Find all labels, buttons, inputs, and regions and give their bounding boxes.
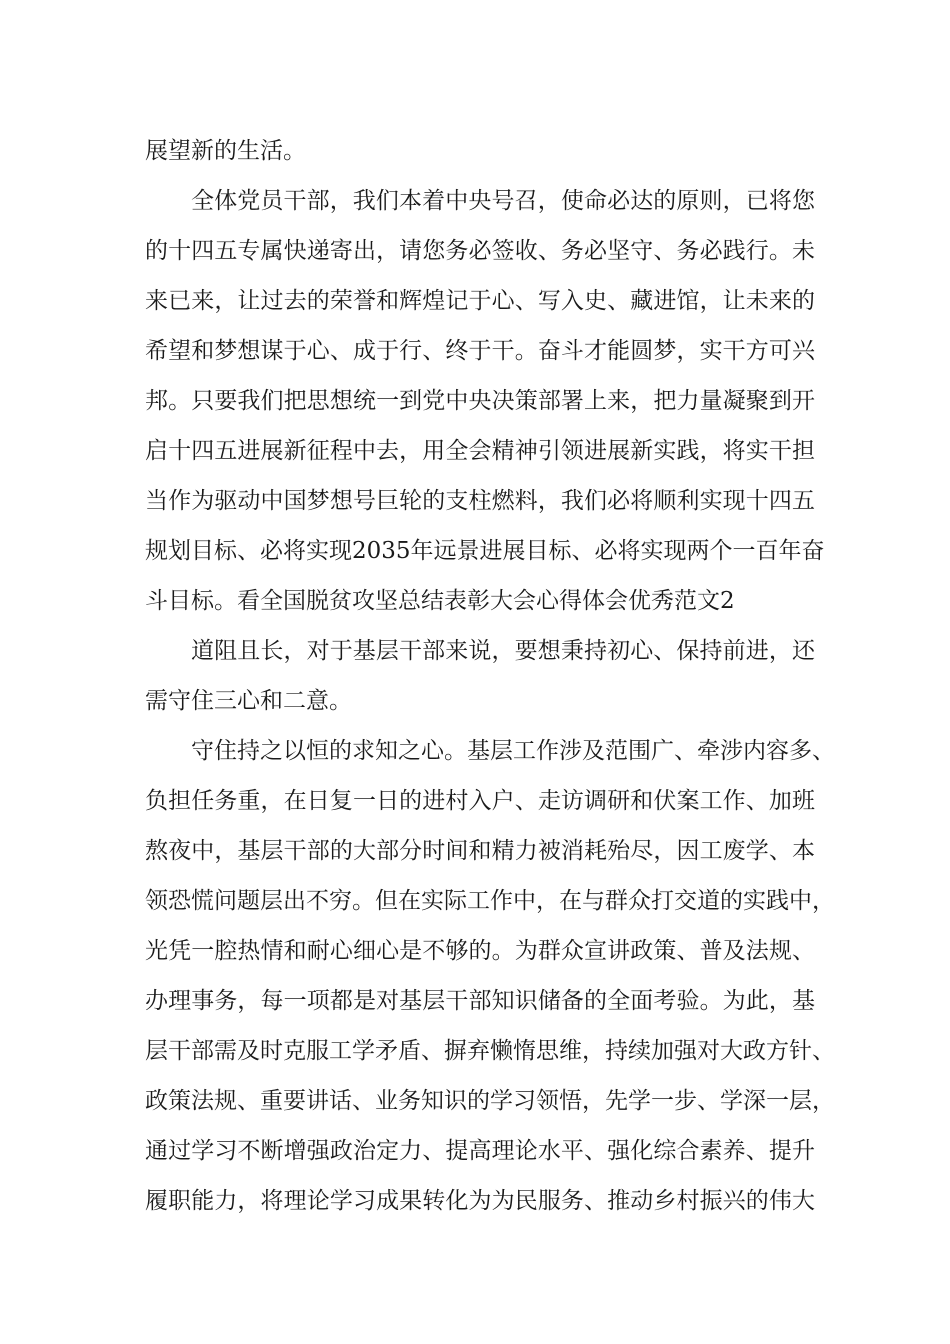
text-line: 办理事务，每一项都是对基层干部知识储备的全面考验。为此，基 — [145, 988, 815, 1014]
text-line: 通过学习不断增强政治定力、提高理论水平、强化综合素养、提升 — [145, 1138, 815, 1164]
text-line: 政策法规、重要讲话、业务知识的学习领悟，先学一步、学深一层， — [145, 1088, 835, 1114]
text-line: 全体党员干部，我们本着中央号召，使命必达的原则，已将您 — [191, 188, 815, 214]
text-line: 来已来，让过去的荣誉和辉煌记于心、写入史、藏进馆，让未来的 — [145, 288, 815, 314]
text-line: 邦。只要我们把思想统一到党中央决策部署上来，把力量凝聚到开 — [145, 388, 815, 414]
text-line: 光凭一腔热情和耐心细心是不够的。为群众宣讲政策、普及法规、 — [145, 938, 815, 964]
text-line: 的十四五专属快递寄出，请您务必签收、务必坚守、务必践行。未 — [145, 238, 815, 264]
text-line: 希望和梦想谋于心、成于行、终于干。奋斗才能圆梦，实干方可兴 — [145, 338, 815, 364]
text-line: 守住持之以恒的求知之心。基层工作涉及范围广、牵涉内容多、 — [191, 738, 835, 764]
text-line: 负担任务重，在日复一日的进村入户、走访调研和伏案工作、加班 — [145, 788, 815, 814]
text-line: 熬夜中，基层干部的大部分时间和精力被消耗殆尽，因工废学、本 — [145, 838, 815, 864]
text-line: 斗目标。看全国脱贫攻坚总结表彰大会心得体会优秀范文2 — [145, 588, 735, 614]
text-line: 当作为驱动中国梦想号巨轮的支柱燃料，我们必将顺利实现十四五 — [145, 488, 815, 514]
text-line: 需守住三心和二意。 — [145, 688, 352, 714]
text-line: 道阻且长，对于基层干部来说，要想秉持初心、保持前进，还 — [191, 638, 815, 664]
text-line: 展望新的生活。 — [145, 138, 306, 164]
text-line: 履职能力，将理论学习成果转化为为民服务、推动乡村振兴的伟大 — [145, 1188, 815, 1214]
text-line: 层干部需及时克服工学矛盾、摒弃懒惰思维，持续加强对大政方针、 — [145, 1038, 835, 1064]
text-line: 领恐慌问题层出不穷。但在实际工作中，在与群众打交道的实践中， — [145, 888, 835, 914]
text-line: 启十四五进展新征程中去，用全会精神引领进展新实践，将实干担 — [145, 438, 815, 464]
text-line: 规划目标、必将实现2035年远景进展目标、必将实现两个一百年奋 — [145, 538, 825, 564]
